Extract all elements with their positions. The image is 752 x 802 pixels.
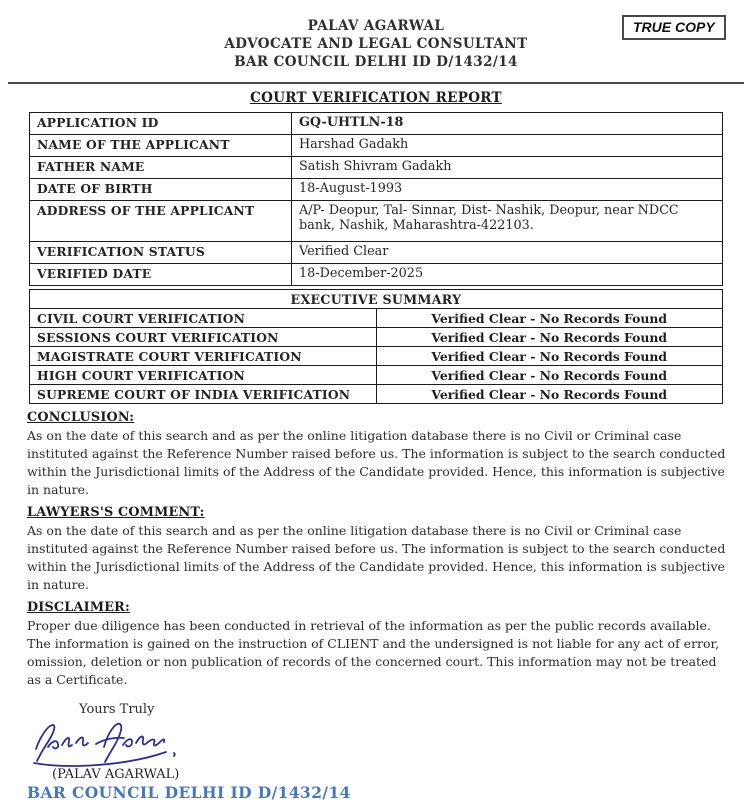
table-row: [30, 366, 723, 385]
table-row: [30, 113, 723, 135]
summary-label: SUPREME COURT OF INDIA VERIFICATION: [30, 385, 377, 404]
summary-value: Verified Clear - No Records Found: [376, 347, 723, 366]
summary-label: SESSIONS COURT VERIFICATION: [30, 328, 377, 347]
table-row: [30, 264, 723, 286]
table-row: [30, 242, 723, 264]
summary-label: MAGISTRATE COURT VERIFICATION: [30, 347, 377, 366]
page-title: COURT VERIFICATION REPORT: [250, 90, 502, 106]
summary-label: HIGH COURT VERIFICATION: [30, 366, 377, 385]
table-row: [30, 290, 723, 309]
header-divider: [8, 82, 744, 84]
table-row: [30, 135, 723, 157]
detail-value: Satish Shivram Gadakh: [292, 157, 723, 179]
true-copy-stamp: TRUE COPY: [622, 15, 726, 40]
advocate-role: ADVOCATE AND LEGAL CONSULTANT: [224, 36, 528, 52]
detail-label: VERIFIED DATE: [30, 264, 292, 286]
table-row: [30, 201, 723, 242]
detail-value: 18-August-1993: [292, 179, 723, 201]
summary-value: Verified Clear - No Records Found: [376, 328, 723, 347]
detail-value: Harshad Gadakh: [292, 135, 723, 157]
detail-value: A/P- Deopur, Tal- Sinnar, Dist- Nashik, Deopur, near NDCC bank, Nashik, Maharashtra-422103.: [292, 201, 723, 242]
detail-value: Verified Clear: [292, 242, 723, 264]
signoff-bar-id: BAR COUNCIL DELHI ID D/1432/14: [27, 783, 351, 802]
closing-text: Yours Truly: [79, 702, 155, 717]
executive-summary-table: [29, 289, 723, 404]
summary-value: Verified Clear - No Records Found: [376, 366, 723, 385]
conclusion-section: [27, 410, 727, 499]
detail-label: NAME OF THE APPLICANT: [30, 135, 292, 157]
lawyers-comment-heading: LAWYERS'S COMMENT:: [27, 505, 205, 520]
table-row: [30, 347, 723, 366]
detail-label: ADDRESS OF THE APPLICANT: [30, 201, 292, 242]
detail-label: DATE OF BIRTH: [30, 179, 292, 201]
lawyers-comment-body: As on the date of this search and as per the online litigation database there is no Civil or Criminal case instituted against the Reference Number raised before us. The information is subject to the search conducted within the Jurisdictional limits of the Address of the Candidate provided. Hence, this information is subjective in nature.: [27, 523, 726, 592]
advocate-name: PALAV AGARWAL: [307, 18, 445, 34]
detail-label: APPLICATION ID: [30, 113, 292, 135]
lawyers-comment-section: [27, 505, 727, 594]
table-row: [30, 328, 723, 347]
table-row: [30, 179, 723, 201]
applicant-details-table: [29, 112, 723, 286]
summary-label: CIVIL COURT VERIFICATION: [30, 309, 377, 328]
letterhead-bar-id: BAR COUNCIL DELHI ID D/1432/14: [234, 54, 518, 70]
detail-value: 18-December-2025: [292, 264, 723, 286]
summary-value: Verified Clear - No Records Found: [376, 309, 723, 328]
detail-label: VERIFICATION STATUS: [30, 242, 292, 264]
disclaimer-section: [27, 600, 727, 689]
table-row: [30, 309, 723, 328]
conclusion-body: As on the date of this search and as per the online litigation database there is no Civil or Criminal case instituted against the Reference Number raised before us. The information is subject to the search conducted within the Jurisdictional limits of the Address of the Candidate provided. Hence, this information is subjective in nature.: [27, 428, 726, 497]
summary-value: Verified Clear - No Records Found: [376, 385, 723, 404]
disclaimer-heading: DISCLAIMER:: [27, 600, 130, 615]
detail-value: GQ-UHTLN-18: [292, 113, 723, 135]
conclusion-heading: CONCLUSION:: [27, 410, 135, 425]
detail-label: FATHER NAME: [30, 157, 292, 179]
disclaimer-body: Proper due diligence has been conducted in retrieval of the information as per the public records available. The information is gained on the instruction of CLIENT and the undersigned is not liable for any act of error, omission, deletion or non publication of records of the concerned court. This information may not be treated as a Certificate.: [27, 618, 720, 687]
table-row: [30, 385, 723, 404]
table-row: [30, 157, 723, 179]
handwritten-signature-icon: [26, 719, 196, 767]
signatory-name: (PALAV AGARWAL): [52, 767, 180, 782]
executive-summary-title: EXECUTIVE SUMMARY: [30, 290, 723, 309]
